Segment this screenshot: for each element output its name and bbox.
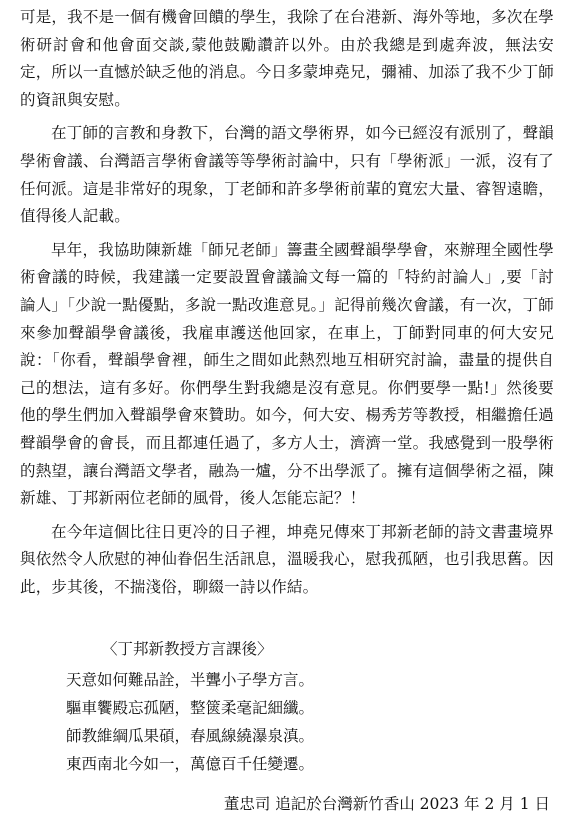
poem-line-2: 驅車饗殿忘孤陋，整篋柔毫記細纖。 xyxy=(66,699,315,718)
paragraph-4: 在今年這個比往日更冷的日子裡，坤堯兄傳來丁邦新老師的詩文書畫境界與依然令人欣慰的神仙眷侶生活訊息，溫暖我心，慰我孤陋，也引我思舊。因此，步其後，不揣淺俗，聊綴一詩以作結。 xyxy=(20,522,554,596)
poem-line-3: 師教維綱瓜果碩，春風線繞瀑泉滇。 xyxy=(66,727,315,746)
paragraph-1: 可是，我不是一個有機會回饋的學生，我除了在台港新、海外等地，多次在學術研討會和他會面交談,蒙他鼓勵讚許以外。由於我總是到處奔波，無法安定，所以一直憾於缺乏他的消息。今日多蒙坤堯兄，彌補、加添了我不少丁師的資訊與安慰。 xyxy=(20,8,554,109)
poem-line-1: 天意如何難品詮，半聾小子學方言。 xyxy=(66,671,315,690)
poem xyxy=(20,635,554,778)
paragraph-2: 在丁師的言教和身教下，台灣的語文學術界，如今已經沒有派別了，聲韻學術會議、台灣語言學術會議等等學術討論中，只有「學術派」一派，沒有了任何派。這是非常好的現象，丁老師和許多學術前輩的寬宏大量、睿智遠瞻，值得後人記載。 xyxy=(20,124,554,226)
signature-line: 董忠司 追記於台灣新竹香山 2023 年 2 月 1 日 xyxy=(223,795,550,814)
poem-title: 〈丁邦新教授方言課後〉 xyxy=(102,640,273,659)
poem-line-4: 東西南北今如一，萬億百千任變遷。 xyxy=(66,755,315,774)
paragraph-3: 早年，我協助陳新雄「師兄老師」籌畫全國聲韻學學會，來辦理全國性學術會議的時候，我建議一定要設置會議論文每一篇的「特約討論人」,要「討論人」「少說一點優點，多說一點改進意見。」記得前幾次會議，有一次，丁師來參加聲韻學會議後，我雇車護送他回家，在車上，丁師對同車的何大安兄說：「你看，聲韻學會裡，師生之間如此熱烈地互相研究討論，盡量的提供自己的想法，這有多好。你們學生對我總是沒有意見。你們要學一點!」然後要他的學生們加入聲韻學會來贊助。如今，何大安、楊秀芳等教授，相繼擔任過聲韻學會的會長，而且都連任過了，多方人士，濟濟一堂。我感覺到一股學術的熱望，讓台灣語文學者，融為一爐，分不出學派了。擁有這個學術之福，陳新雄、丁邦新兩位老師的風骨，後人怎能忘記？！ xyxy=(20,240,555,508)
